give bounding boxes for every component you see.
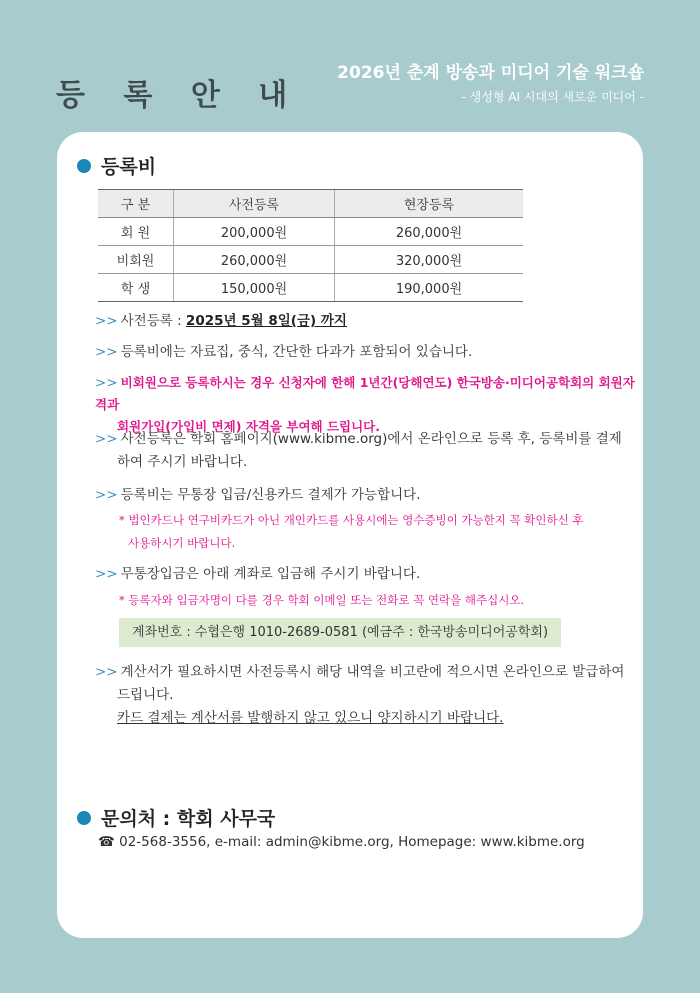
contact-section-title: 문의처 : 학회 사무국 xyxy=(101,808,276,830)
pre-registration-deadline xyxy=(95,310,635,333)
invoice-card-notice xyxy=(95,707,635,730)
fee-includes-text: 등록비에는 자료집, 중식, 간단한 다과가 포함되어 있습니다. xyxy=(120,344,473,360)
page-title: 등 록 안 내 xyxy=(56,78,302,113)
fee-cell: 150,000원 xyxy=(174,274,335,302)
table-row xyxy=(98,246,523,274)
bullet-dot-icon xyxy=(77,811,91,825)
card-receipt-line2: 사용하시기 바랍니다. xyxy=(128,536,236,550)
bank-transfer-text: 무통장입금은 아래 계좌로 입금해 주시기 바랍니다. xyxy=(120,566,421,582)
invoice-card-notice-text: 카드 결제는 계산서를 발행하지 않고 있으니 양지하시기 바랍니다. xyxy=(117,710,504,726)
contact-section-header xyxy=(77,804,275,831)
fee-cell: 비회원 xyxy=(98,246,174,274)
arrow-marker: >> xyxy=(95,431,118,447)
phone-icon: ☎ xyxy=(98,834,115,850)
fee-cell: 260,000원 xyxy=(335,218,524,246)
fee-cell: 320,000원 xyxy=(335,246,524,274)
event-subtitle: - 생성형 AI 시대의 새로운 미디어 - xyxy=(461,90,644,104)
content-card xyxy=(57,132,643,938)
fee-table-header-row xyxy=(98,190,523,218)
online-registration-line2: 하여 주시기 바랍니다. xyxy=(117,454,248,470)
invoice-line2: 드립니다. xyxy=(117,687,174,703)
arrow-marker: >> xyxy=(95,487,118,503)
fee-header-onsite: 현장등록 xyxy=(335,190,524,218)
card-receipt-note xyxy=(119,509,629,555)
contact-info xyxy=(98,834,585,850)
table-row xyxy=(98,274,523,302)
online-registration-line1: 사전등록은 학회 홈페이지(www.kibme.org)에서 온라인으로 등록 후, 등록비를 결제 xyxy=(120,431,622,447)
pre-registration-date: 2025년 5월 8일(금) 까지 xyxy=(185,313,347,329)
fee-header-preregistration: 사전등록 xyxy=(174,190,335,218)
bullet-dot-icon xyxy=(77,159,91,173)
fee-header-category: 구 분 xyxy=(98,190,174,218)
fee-table xyxy=(98,189,523,302)
depositor-name-note: * 등록자와 입금자명이 다를 경우 학회 이메일 또는 전화로 꼭 연락을 해주십시오. xyxy=(119,593,525,607)
fee-cell: 190,000원 xyxy=(335,274,524,302)
registration-section-header xyxy=(77,152,156,179)
fee-cell: 260,000원 xyxy=(174,246,335,274)
arrow-marker: >> xyxy=(95,313,118,329)
fee-cell: 200,000원 xyxy=(174,218,335,246)
nonmember-benefit-line1: 비회원으로 등록하시는 경우 신청자에 한해 1년간(당해연도) 한국방송·미디어공학회의 회원자격과 xyxy=(95,375,635,412)
registration-section-title: 등록비 xyxy=(101,156,157,178)
invoice-line1: 계산서가 필요하시면 사전등록시 해당 내역을 비고란에 적으시면 온라인으로 발급하여 xyxy=(120,664,625,680)
invoice-note xyxy=(95,661,635,730)
fee-cell: 회 원 xyxy=(98,218,174,246)
arrow-marker: >> xyxy=(95,566,118,582)
fee-includes-note xyxy=(95,341,635,364)
bank-transfer-note xyxy=(95,563,635,586)
event-title: 2026년 춘계 방송과 미디어 기술 워크숍 xyxy=(337,63,644,83)
arrow-marker: >> xyxy=(95,375,118,391)
arrow-marker: >> xyxy=(95,344,118,360)
online-registration-note xyxy=(95,428,635,474)
nonmember-benefit-line2: 회원가입(가입비 면제) 자격을 부여해 드립니다. xyxy=(117,419,381,434)
payment-methods-text: 등록비는 무통장 입금/신용카드 결제가 가능합니다. xyxy=(120,487,421,503)
payment-methods-note xyxy=(95,484,635,507)
contact-details: 02-568-3556, e-mail: admin@kibme.org, Homepage: www.kibme.org xyxy=(119,834,585,850)
card-receipt-line1: * 법인카드나 연구비카드가 아닌 개인카드를 사용시에는 영수증빙이 가능한지 꼭 확인하신 후 xyxy=(119,513,584,527)
bank-account-box: 계좌번호 : 수협은행 1010-2689-0581 (예금주 : 한국방송미디어공학회) xyxy=(119,618,561,647)
arrow-marker: >> xyxy=(95,664,118,680)
pre-registration-label: 사전등록 : xyxy=(120,313,186,329)
table-row xyxy=(98,218,523,246)
fee-cell: 학 생 xyxy=(98,274,174,302)
